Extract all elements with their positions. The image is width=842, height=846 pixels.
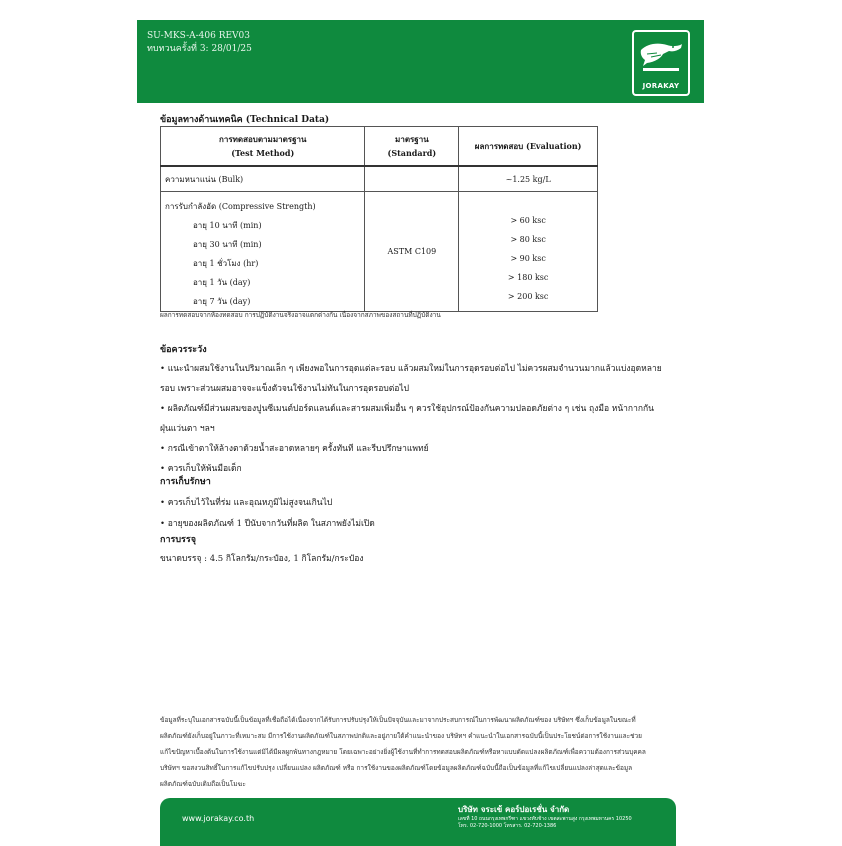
compressive-method-cell	[161, 192, 365, 312]
test-note: ผลการทดสอบจากห้องทดสอบ การปฏิบัติงานจริงอาจแตกต่างกัน เนื่องจากสภาพของสถานที่ปฏิบัติงาน	[160, 311, 441, 319]
technical-data-title: ข้อมูลทางด้านเทคนิค (Technical Data)	[160, 115, 330, 125]
storage-title: การเก็บรักษา	[160, 477, 211, 487]
age-label: อายุ 1 วัน (day)	[193, 278, 251, 287]
storage-section	[160, 474, 720, 533]
disclaimer-line: แก้ไขปัญหาเบื้องต้นในการใช้งานแต่มิได้มีผลผูกพันทางกฎหมาย โดยเฉพาะอย่างยิ่งผู้ใช้งานที่ทำการทดสอบผลิตภัณฑ์หรือหาแบบดัดแปลงผลิตภัณฑ์เพื่อความต้องการส่วนบุคคล	[160, 748, 646, 756]
age-label: อายุ 7 วัน (day)	[193, 297, 251, 306]
table-header-row	[161, 127, 598, 167]
bulk-method: ความหนาแน่น (Bulk)	[161, 166, 365, 192]
age-label: อายุ 1 ชั่วโมง (hr)	[193, 259, 259, 268]
disclaimer	[160, 712, 713, 792]
compressive-standard: ASTM C109	[365, 192, 459, 312]
disclaimer-line: ผลิตภัณฑ์ฉบับเดิมถือเป็นโมฆะ	[160, 780, 246, 788]
disclaimer-line: ข้อมูลที่ระบุในเอกสารฉบับนี้เป็นข้อมูลที่เชื่อถือได้เนื่องจากได้รับการปรับปรุงให้เป็นปัจจุบันและมาจากประสบการณ์ในการพัฒนาผลิตภัณฑ์ของ บริษัทฯ ซึ่งเก็บข้อมูลในขณะที่	[160, 716, 636, 724]
document-code: SU-MKS-A-406 REV03	[147, 31, 250, 41]
evaluation-value: > 90 ksc	[510, 254, 546, 263]
evaluation-value: > 80 ksc	[510, 235, 546, 244]
column-header-standard	[365, 127, 459, 167]
precautions-section	[160, 342, 720, 478]
phone-line: โทร. 02-720-1000 โทรสาร. 02-720-1386	[458, 823, 557, 829]
document-code-block	[147, 30, 252, 56]
age-label: อายุ 30 นาที (min)	[193, 240, 262, 249]
packaging-title: การบรรจุ	[160, 535, 196, 545]
company-name: บริษัท จระเข้ คอร์ปอเรชั่น จำกัด	[458, 805, 570, 814]
bulk-standard	[365, 166, 459, 192]
evaluation-value: > 60 ksc	[510, 216, 546, 225]
bulk-evaluation: ~1.25 kg/L	[459, 166, 598, 192]
disclaimer-line: ผลิตภัณฑ์ยังเก็บอยู่ในภาวะที่เหมาะสม มีการใช้งานผลิตภัณฑ์ในสภาพปกติและอยู่ภายใต้คำแนะนำของ บริษัทฯ คำแนะนำในเอกสารฉบับนี้เป็นประโยชน์ต่อการใช้งานและช่วย	[160, 732, 642, 740]
packaging-size: ขนาดบรรจุ : 4.5 กิโลกรัม/กระป๋อง, 1 กิโลกรัม/กระป๋อง	[160, 554, 364, 564]
method-header-english: (Test Method)	[231, 148, 295, 158]
website-link[interactable]: www.jorakay.co.th	[182, 814, 255, 823]
footer-band	[160, 798, 676, 846]
compressive-evaluation-cell	[459, 192, 598, 312]
address-line: เลขที่ 10 ถนนกรุงเทพกรีฑา แขวงทับช้าง เขตสะพานสูง กรุงเทพมหานคร 10250	[458, 816, 632, 822]
storage-item: • ควรเก็บไว้ในที่ร่ม และอุณหภูมิไม่สูงจนเกินไป	[160, 498, 333, 508]
packaging-section	[160, 532, 720, 568]
precaution-item: • แนะนำผสมใช้งานในปริมาณเล็ก ๆ เพียงพอในการอุดแต่ละรอบ แล้วผสมใหม่ในการอุดรอบต่อไป ไม่ควรผสมจำนวนมากแล้วแบ่งอุดหลาย	[160, 364, 662, 374]
disclaimer-line: บริษัทฯ ขอสงวนสิทธิ์ในการแก้ไขปรับปรุง เปลี่ยนแปลง ผลิตภัณฑ์ หรือ การใช้งานของผลิตภัณฑ์โดยข้อมูลผลิตภัณฑ์ฉบับนี้ถือเป็นข้อมูลที่แก้ไขเปลี่ยนแปลงล่าสุดและข้อมูล	[160, 764, 633, 772]
technical-data-table	[160, 126, 598, 312]
precaution-item: • กรณีเข้าตาให้ล้างตาด้วยน้ำสะอาดหลายๆ ครั้งทันที และรีบปรึกษาแพทย์	[160, 444, 429, 454]
storage-item: • อายุของผลิตภัณฑ์ 1 ปีนับจากวันที่ผลิต ในสภาพยังไม่เปิด	[160, 519, 375, 529]
company-address	[458, 816, 632, 830]
precautions-title: ข้อควรระวัง	[160, 345, 207, 355]
precaution-item: • ควรเก็บให้พ้นมือเด็ก	[160, 464, 242, 474]
precaution-item: รอบ เพราะส่วนผสมอาจจะแข็งตัวจนใช้งานไม่ทันในการอุดรอบต่อไป	[160, 384, 410, 394]
compressive-method: การรับกำลังอัด (Compressive Strength)	[165, 202, 316, 211]
jorakay-logo	[632, 30, 690, 96]
evaluation-value: > 200 ksc	[507, 292, 549, 301]
method-header-thai: การทดสอบตามมาตรฐาน	[218, 134, 307, 144]
precaution-item: • ผลิตภัณฑ์มีส่วนผสมของปูนซีเมนต์ปอร์ตแลนด์และสารผสมเพิ่มอื่น ๆ ควรใช้อุปกรณ์ป้องกันความปลอดภัยต่าง ๆ เช่น ถุงมือ หน้ากากกัน	[160, 404, 654, 414]
table-row	[161, 192, 598, 312]
standard-header-thai: มาตรฐาน	[395, 134, 429, 144]
logo-wordmark: JORAKAY	[642, 82, 680, 90]
age-label: อายุ 10 นาที (min)	[193, 221, 262, 230]
revision-date: ทบทวนครั้งที่ 3: 28/01/25	[147, 44, 252, 54]
table-row	[161, 166, 598, 192]
standard-header-english: (Standard)	[387, 148, 437, 158]
precaution-item: ฝุ่นแว่นตา ฯลฯ	[160, 424, 215, 434]
evaluation-value: > 180 ksc	[507, 273, 549, 282]
crocodile-icon	[637, 36, 685, 76]
header-band	[137, 20, 704, 103]
column-header-test-method	[161, 127, 365, 167]
column-header-evaluation: ผลการทดสอบ (Evaluation)	[459, 127, 598, 167]
